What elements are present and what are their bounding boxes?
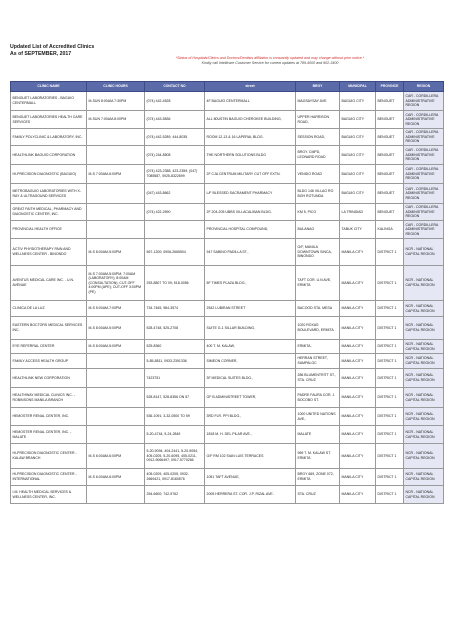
cell-brgy: STA. CRUZ [296,486,340,504]
cell-province: DISTRICT 1 [376,354,404,369]
table-row [11,388,444,408]
cell-municipal: MANILA CITY [340,388,376,408]
table-row [11,408,444,426]
cell-brgy: BRGY. CMPD, LEONARD ROAD [296,146,340,165]
column-header-region: REGION [404,82,444,92]
cell-clinic-hours [87,426,145,444]
cell-brgy: HERRAN STREET, SAMPALOC [296,354,340,369]
cell-clinic-hours [87,388,145,408]
cell-clinic-name: HEALTHLINK NEW CORPORATION [11,369,87,388]
cell-municipal: BAGUIO CITY [340,111,376,129]
cell-province: BENGUET [376,111,404,129]
cell-clinic-hours: M-S 6:00AM-6:00PM [87,444,145,469]
cell-brgy: VENIDO ROAD [296,165,340,184]
cell-province: DISTRICT 1 [376,408,404,426]
cell-clinic-hours: M-S 7:00AM-5:00PM; 7:00AM (LABORATORY); 8:00AM (CONSULTATION); CUT-OFF 4:00PM (APE); CUT-OFF 3:00PM (PE) [87,266,145,301]
cell-clinic-hours [87,129,145,146]
table-row [11,444,444,469]
cell-clinic-name: ACTIV PHYSIOTHERAPY PAIN AND WELLNESS CENTER - BINONDO [11,239,87,266]
cell-municipal: LA TRINIDAD [340,204,376,221]
cell-province: DISTRICT 1 [376,317,404,340]
disclaimer-line: *Status of Hospitals/Clinics and Doctors/Dentists affiliation is constantly updated and may change without prior notice.* [175,56,365,60]
cell-brgy: 969 T. M. KALAW ST. ERMITA [296,444,340,469]
cell-region: NCR - NATIONAL CAPITAL REGION [404,408,444,426]
cell-province: BENGUET [376,92,404,111]
cell-contact-no: 405-0209, 405-0205, 0932-2669421, 0917-8160576 [145,469,205,486]
table-row [11,204,444,221]
cell-region: NCR - NATIONAL CAPITAL REGION [404,239,444,266]
cell-region: NCR - NATIONAL CAPITAL REGION [404,354,444,369]
cell-street: ROOM 12-13 & 16 LAPERAL BLDG. [205,129,296,146]
cell-brgy: G/F, MANILA DOWNTOWN SINCA, BINONDO [296,239,340,266]
cell-municipal: MANILA CITY [340,354,376,369]
cell-street: 2F CJA CENTRUM MILITARY CUT OFF EXTN. [205,165,296,184]
cell-contact-no: 567-1200; 0906-2665504 [145,239,205,266]
cell-province: DISTRICT 1 [376,340,404,354]
cell-province: DISTRICT 1 [376,486,404,504]
cell-street: 947 SABINO PADILLA ST., [205,239,296,266]
cell-brgy: 1020 ROXAS BOULEVARD, ERMITA [296,317,340,340]
cell-clinic-hours [87,221,145,239]
cell-region: NCR - NATIONAL CAPITAL REGION [404,317,444,340]
cell-municipal: MANILA CITY [340,408,376,426]
cell-street: 1818 M. H. DEL PILAR AVE., [205,426,296,444]
table-header-row [11,82,444,92]
cell-street: THE NORTHERN SOLUTIONS BLDG [205,146,296,165]
cell-region: CAR - CORDILLERA ADMINISTRATIVE REGION [404,184,444,204]
cell-contact-no [145,221,205,239]
cell-brgy: SESSION ROAD, [296,129,340,146]
cell-contact-no: 253-8807 TO 09; 518-0056 [145,266,205,301]
cell-contact-no: (074) 422-2590 [145,204,205,221]
cell-municipal: MANILA CITY [340,239,376,266]
cell-municipal: MANILA CITY [340,486,376,504]
cell-province: DISTRICT 1 [376,239,404,266]
cell-clinic-hours: M-S 8:00AM-5:00PM [87,317,145,340]
cell-contact-no: 5-20-9094, 404-2441, 5-20-9054, 405-0205, 5-20-6095, 405-0211, 0912-9066497, 0917-5770266 [145,444,205,469]
cell-clinic-hours: M-SUN 7:00AM-8:00PM [87,111,145,129]
cell-province: BENGUET [376,129,404,146]
cell-region: NCR - NATIONAL CAPITAL REGION [404,369,444,388]
table-row [11,221,444,239]
cell-street: 2F 204-205 UBBS VILLACALIBAN BLDG. [205,204,296,221]
cell-clinic-name: HEMOSTER RENAL CENTER, INC. [11,408,87,426]
cell-clinic-hours [87,486,145,504]
cell-contact-no: 525-8360 [145,340,205,354]
cell-brgy: BACOOD STA. MESA [296,301,340,317]
cell-region: CAR - CORDILLERA ADMINISTRATIVE REGION [404,204,444,221]
cell-brgy: UPPER HARRISON ROAD, [296,111,340,129]
customer-service-line: Kindly call Intellicare Customer Service for current updates at 789-4000 and 902-3400 [201,61,339,65]
cell-clinic-hours [87,146,145,165]
cell-street: 400 T. M. KALAW, [205,340,296,354]
cell-brgy: BULANAO [296,221,340,239]
document-date: As of SEPTEMBER, 2017 [10,51,72,57]
table-row [11,469,444,486]
cell-clinic-name: METROBAGUIO LABORATORIES WITH X-RAY & ULTRASOUND SERVICES [11,184,87,204]
cell-brgy: BLDG 146 VILLAG RO BGH ROTUNDA [296,184,340,204]
cell-brgy: KM 5, PICO [296,204,340,221]
cell-clinic-hours [87,408,145,426]
cell-clinic-hours [87,204,145,221]
cell-clinic-hours [87,184,145,204]
cell-street: SUITE G-1 SILLAR BUILDING, [205,317,296,340]
column-header-contact-no: CONTACT NO [145,82,205,92]
cell-region: NCR - NATIONAL CAPITAL REGION [404,301,444,317]
cell-province: DISTRICT 1 [376,426,404,444]
cell-contact-no: 5-20-4744, 5-24-2849 [145,426,205,444]
cell-province: DISTRICT 1 [376,301,404,317]
cell-municipal: MANILA CITY [340,444,376,469]
cell-brgy: TAFT COR. U.N AVE, ERMITA [296,266,340,301]
table-row [11,111,444,129]
cell-street: 1051 TAFT AVENUE, [205,469,296,486]
cell-contact-no: 536-1091; 3-32-0500 TO 59 [145,408,205,426]
cell-province: DISTRICT 1 [376,266,404,301]
cell-region: NCR - NATIONAL CAPITAL REGION [404,266,444,301]
table-row [11,340,444,354]
cell-region: CAR - CORDILLERA ADMINISTRATIVE REGION [404,92,444,111]
cell-clinic-hours: M-S 5:00AM-7:00PM [87,301,145,317]
column-header-clinic-hours: CLINIC HOURS [87,82,145,92]
cell-region: NCR - NATIONAL CAPITAL REGION [404,469,444,486]
document-header [10,44,94,58]
cell-brgy: MALATE [296,426,340,444]
cell-province: DISTRICT 1 [376,444,404,469]
cell-municipal: MANILA CITY [340,266,376,301]
cell-clinic-name: I.M. HEALTH MEDICAL SERVICES & WELLNESS CENTER, INC. [11,486,87,504]
column-header-province: PROVINCE [376,82,404,92]
cell-region: NCR - NATIONAL CAPITAL REGION [404,388,444,408]
table-row [11,354,444,369]
table-row [11,92,444,111]
cell-province: BENGUET [376,204,404,221]
cell-clinic-name: FAMILY ACCESS HEALTH GROUP [11,354,87,369]
cell-brgy: 1000 UNITED NATIONS AVE., [296,408,340,426]
cell-clinic-hours: M-SUN 8:00AM-7:30PM [87,92,145,111]
table-row [11,369,444,388]
table-row [11,184,444,204]
cell-clinic-name: HI-PRECISION DIAGNOSTIC (BAGUIO) [11,165,87,184]
cell-contact-no: (074) 442-4528 [145,92,205,111]
cell-municipal: MANILA CITY [340,340,376,354]
cell-municipal: BAGUIO CITY [340,146,376,165]
cell-clinic-name: AVENTUS MEDICAL CARE INC. - U.N. AVENUE [11,266,87,301]
cell-clinic-name: HI-PRECISION DIAGNOSTIC CENTER - KALAW BRANCH [11,444,87,469]
cell-province: BENGUET [376,165,404,184]
cell-street: 4F BAGUIO CENTERMALL [205,92,296,111]
table-row [11,165,444,184]
disclaimer-notice [120,56,420,66]
cell-contact-no: 528-8147, 528-8356 ON 57 [145,388,205,408]
cell-clinic-hours: M-S 7:00AM-6:00PM [87,165,145,184]
cell-contact-no: (074) 443-5836 [145,111,205,129]
cell-street: PROVINCIAL HOSPITAL COMPOUND, [205,221,296,239]
cell-province: DISTRICT 1 [376,369,404,388]
cell-clinic-name: PROVINCIAL HEALTH OFFICE [11,221,87,239]
cell-street: ALL 80USTIN BAGUIO CHEROKEE BUILDING, [205,111,296,129]
cell-street: SIMEON CORNER, [205,354,296,369]
cell-clinic-name: BENGUET LABORATORIES - BAGUIO CENTERMALL [11,92,87,111]
cell-clinic-name: CLINICA DE LA LUZ [11,301,87,317]
cell-clinic-name: EASTERN BOCTORS MEDICAL SERVICES INC. [11,317,87,340]
cell-clinic-name: HEALTHLINK BAGUIO CORPORATION [11,146,87,165]
cell-municipal: MANILA CITY [340,317,376,340]
document-title: Updated List of Accredited Clinics [10,44,95,50]
cell-clinic-name: EYE REFERRAL CENTER [11,340,87,354]
table-row [11,146,444,165]
table-row [11,129,444,146]
cell-brgy: MAGSAYSAY AVE. [296,92,340,111]
cell-clinic-name: HI-PRECISION DIAGNOSTIC CENTER - INTERNATIONAL [11,469,87,486]
cell-province: BENGUET [376,146,404,165]
cell-region: NCR - NATIONAL CAPITAL REGION [404,486,444,504]
cell-street: 2005 HERRERA ST. COR. J.P. RIZAL AVE. [205,486,296,504]
cell-clinic-name: BENGUET LABORATORIES HEALTH CARE SERVICES [11,111,87,129]
table-row [11,426,444,444]
cell-municipal: BAGUIO CITY [340,129,376,146]
cell-region: NCR - NATIONAL CAPITAL REGION [404,426,444,444]
cell-contact-no: 7423751 [145,369,205,388]
cell-contact-no: 528-4748, 525-2708 [145,317,205,340]
cell-province: KALINGA [376,221,404,239]
cell-contact-no: (074) 423-2358, 423-2359, (047) 7085587, 0925-8322699 [145,165,205,184]
column-header-clinic-name: CLINIC NAME [11,82,87,92]
cell-contact-no: (074) 442-5289, 444-8035 [145,129,205,146]
cell-municipal: MANILA CITY [340,301,376,317]
cell-street: GF B ADMINISTREET TOWER, [205,388,296,408]
cell-street: L/F BLESSED SACRAMENT PHARMACY [205,184,296,204]
cell-brgy: PADRE FAURA COR. J. BOCOBO ST. [296,388,340,408]
cell-municipal: BAGUIO CITY [340,184,376,204]
cell-municipal: BAGUIO CITY [340,165,376,184]
table-row [11,239,444,266]
cell-municipal: MANILA CITY [340,469,376,486]
cell-brgy: BRGY 669, ZONE 072, ERMITA [296,469,340,486]
cell-contact-no: (074) 244-8508 [145,146,205,165]
cell-clinic-name: GREAT FAITH MEDICAL, PHARMACY AND DIAGNOSTIC CENTER, INC. [11,204,87,221]
column-header-street: street [205,82,296,92]
cell-street: 2542 LUBIRAN STREET [205,301,296,317]
cell-clinic-hours [87,354,145,369]
cell-contact-no: (047) 443-8662 [145,184,205,204]
cell-contact-no: 734-7465, 984-3574 [145,301,205,317]
cell-clinic-name: FAMILY POLYCLINIC & LABORATORY, INC. [11,129,87,146]
cell-region: CAR - CORDILLERA ADMINISTRATIVE REGION [404,111,444,129]
column-header-municipal: MUNICIPAL [340,82,376,92]
cell-municipal: TABUK CITY [340,221,376,239]
cell-street: G/F RM 102 SIAN LUIS TERRACES [205,444,296,469]
cell-clinic-hours: M-S 6:00AM-6:00PM [87,469,145,486]
cell-province: DISTRICT 1 [376,388,404,408]
cell-contact-no: 254-6600; 742-9762 [145,486,205,504]
cell-street: 5F TIMES PLAZA BLDG., [205,266,296,301]
cell-clinic-name: HEALTHWAY MEDICAL CLINICS INC. - ROBINSONS MANILA BRANCH [11,388,87,408]
cell-municipal: MANILA CITY [340,369,376,388]
column-header-brgy: BRGY [296,82,340,92]
cell-clinic-hours: M-S 8:00AM-5:00PM [87,239,145,266]
cell-municipal: MANILA CITY [340,426,376,444]
cell-street: 3F MEDICAL SUITES BLDG., [205,369,296,388]
table-body [11,92,444,504]
cell-clinic-hours: M-S 8:00AM-5:00PM [87,340,145,354]
cell-region: CAR - CORDILLERA ADMINISTRATIVE REGION [404,165,444,184]
cell-contact-no: 5-85-8811, 0933-2391336 [145,354,205,369]
table-row [11,486,444,504]
cell-region: CAR - CORDILLERA ADMINISTRATIVE REGION [404,129,444,146]
cell-brgy: ERMITA, [296,340,340,354]
clinics-table [10,81,444,504]
cell-street: 3RD FLR. PPI BLDG., [205,408,296,426]
cell-clinic-hours [87,369,145,388]
cell-province: BENGUET [376,184,404,204]
cell-municipal: BAGUIO CITY [340,92,376,111]
cell-region: NCR - NATIONAL CAPITAL REGION [404,444,444,469]
cell-brgy: 286 BLUMENTRITT ST., STA. CRUZ [296,369,340,388]
table-row [11,301,444,317]
cell-clinic-name: HEMOSTER RENAL CENTER, INC. - MALATE [11,426,87,444]
table-row [11,317,444,340]
cell-province: DISTRICT 1 [376,469,404,486]
table-row [11,266,444,301]
cell-region: CAR - CORDILLERA ADMINISTRATIVE REGION [404,146,444,165]
cell-region: CAR - CORDILLERA ADMINISTRATIVE REGION [404,221,444,239]
cell-region: NCR - NATIONAL CAPITAL REGION [404,340,444,354]
